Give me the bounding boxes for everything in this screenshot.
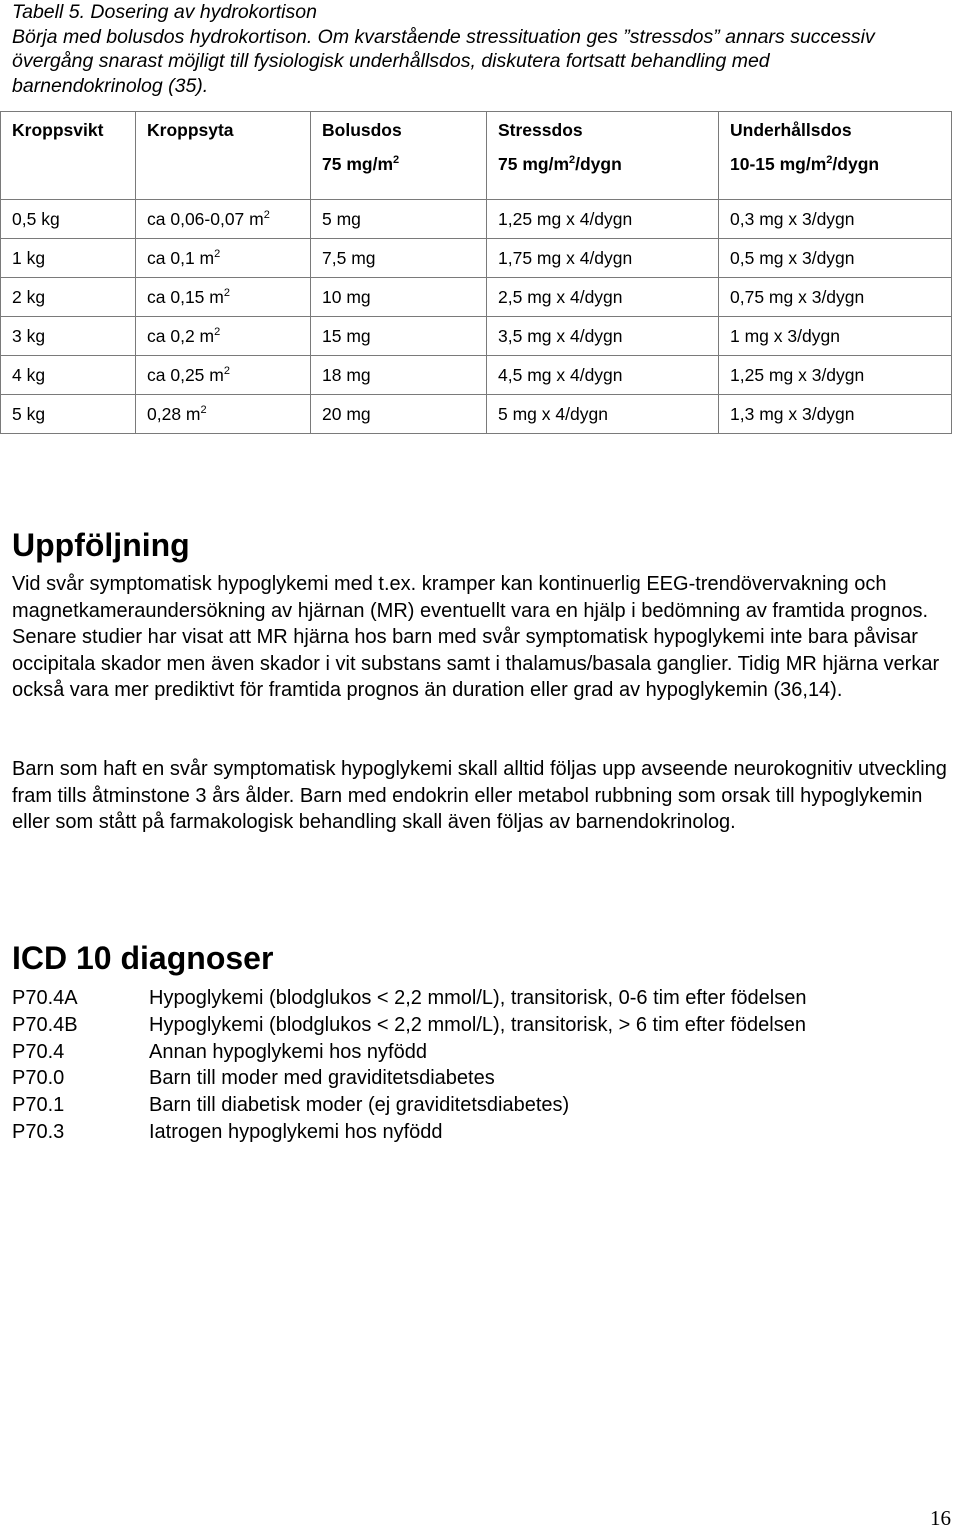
header-weight: Kroppsvikt: [1, 112, 136, 200]
icd-description: Barn till diabetisk moder (ej graviditetsdiabetes): [149, 1094, 570, 1117]
cell-bolus: 18 mg: [311, 356, 487, 395]
cell-maintenance: 1,25 mg x 3/dygn: [719, 356, 952, 395]
icd-code: P70.4A: [12, 987, 78, 1009]
cell-maintenance: 1 mg x 3/dygn: [719, 317, 952, 356]
cell-stress: 1,25 mg x 4/dygn: [487, 200, 719, 239]
table-header-row: [1, 112, 952, 200]
cell-bolus: 10 mg: [311, 278, 487, 317]
icd-description: Hypoglykemi (blodglukos < 2,2 mmol/L), transitorisk, > 6 tim efter födelsen: [149, 1013, 806, 1036]
icd-item: [12, 1119, 807, 1146]
icd-item: [12, 985, 807, 1012]
icd-code: P70.1: [12, 1094, 65, 1117]
cell-stress: 1,75 mg x 4/dygn: [487, 239, 719, 278]
icd-code: P70.4B: [12, 1013, 78, 1036]
section-heading-icd: ICD 10 diagnoser: [12, 940, 274, 976]
cell-area: ca 0,2 $m^2$: [136, 317, 311, 356]
header-area: Kroppsyta: [136, 112, 311, 200]
dosage-table: [0, 111, 952, 434]
icd-item: [12, 1065, 807, 1092]
cell-area: ca 0,25 $m^2$: [136, 356, 311, 395]
followup-paragraph: Barn som haft en svår symptomatisk hypoglykemi skall alltid följas upp avseende neurokognitiv utveckling fram tills åtminstone 3 års ålder. Barn med endokrin eller metabol rubbning som orsak till hypoglykemin eller som stått på farmakologisk behandling skall även följas av barnendokrinolog.: [12, 758, 947, 833]
icd-item: [12, 1039, 807, 1066]
caption-line: barnendokrinolog (35).: [12, 74, 209, 97]
table-row: [1, 317, 952, 356]
table-row: [1, 395, 952, 434]
header-stress: Stressdos 75 $mg/m^2$/dygn: [487, 112, 719, 200]
section-heading-followup: Uppföljning: [12, 527, 190, 563]
cell-maintenance: 0,3 mg x 3/dygn: [719, 200, 952, 239]
caption-line: Börja med bolusdos hydrokortison. Om kvarstående stressituation ges ”stressdos” annars successiv: [12, 25, 875, 48]
cell-weight: 5 kg: [1, 395, 136, 434]
cell-stress: 4,5 mg x 4/dygn: [487, 356, 719, 395]
cell-weight: 2 kg: [1, 278, 136, 317]
cell-maintenance: 1,3 mg x 3/dygn: [719, 395, 952, 434]
cell-stress: 2,5 mg x 4/dygn: [487, 278, 719, 317]
icd-description: Barn till moder med graviditetsdiabetes: [149, 1067, 495, 1090]
icd-code: P70.0: [12, 1067, 65, 1090]
cell-bolus: 15 mg: [311, 317, 487, 356]
icd-item: [12, 1092, 807, 1119]
cell-bolus: 7,5 mg: [311, 239, 487, 278]
cell-area: ca 0,15 $m^2$: [136, 278, 311, 317]
table-row: [1, 239, 952, 278]
icd-description: Annan hypoglykemi hos nyfödd: [149, 1040, 427, 1063]
cell-bolus: 5 mg: [311, 200, 487, 239]
icd-item: [12, 1012, 807, 1039]
icd-description: Hypoglykemi (blodglukos < 2,2 mmol/L), transitorisk, 0-6 tim efter födelsen: [149, 987, 807, 1009]
cell-maintenance: 0,75 mg x 3/dygn: [719, 278, 952, 317]
icd-code: P70.3: [12, 1120, 65, 1143]
cell-stress: 3,5 mg x 4/dygn: [487, 317, 719, 356]
cell-weight: 3 kg: [1, 317, 136, 356]
cell-weight: 4 kg: [1, 356, 136, 395]
cell-area: ca 0,06-0,07 $m^2$: [136, 200, 311, 239]
caption-line: övergång snarast möjligt till fysiologisk underhållsdos, diskutera fortsatt behandling med: [12, 50, 770, 72]
cell-area: 0,28 $m^2$: [136, 395, 311, 434]
table-title: Tabell 5. Dosering av hydrokortison: [12, 1, 317, 23]
table-row: [1, 200, 952, 239]
icd-list: [12, 985, 807, 1146]
cell-stress: 5 mg x 4/dygn: [487, 395, 719, 434]
table-caption: [12, 0, 947, 98]
cell-area: ca 0,1 $m^2$: [136, 239, 311, 278]
page-number: 16: [930, 1506, 951, 1530]
icd-code: P70.4: [12, 1040, 65, 1063]
cell-weight: 1 kg: [1, 239, 136, 278]
table-row: [1, 356, 952, 395]
header-bolus: Bolusdos 75 $mg/m^2$: [311, 112, 487, 200]
cell-bolus: 20 mg: [311, 395, 487, 434]
header-maintenance: Underhållsdos 10-15 $mg/m^2$/dygn: [719, 112, 952, 200]
followup-paragraph: Vid svår symptomatisk hypoglykemi med t.ex. kramper kan kontinuerlig EEG-trendövervakning och magnetkameraundersökning av hjärnan (MR) eventuellt vara en hjälp i bedömning av framtida prognos. Senare studier har visat att MR hjärna hos barn med svår symptomatisk hypoglykemi inte bara påvisar occipitala skador men även skador i vit substans samt i thalamus/basala ganglier. Tidig MR hjärna verkar också vara mer prediktivt för framtida prognos än duration eller grad av hypoglykemin (36,14).: [12, 573, 940, 701]
cell-maintenance: 0,5 mg x 3/dygn: [719, 239, 952, 278]
table-row: [1, 278, 952, 317]
cell-weight: 0,5 kg: [1, 200, 136, 239]
icd-description: Iatrogen hypoglykemi hos nyfödd: [149, 1120, 443, 1143]
